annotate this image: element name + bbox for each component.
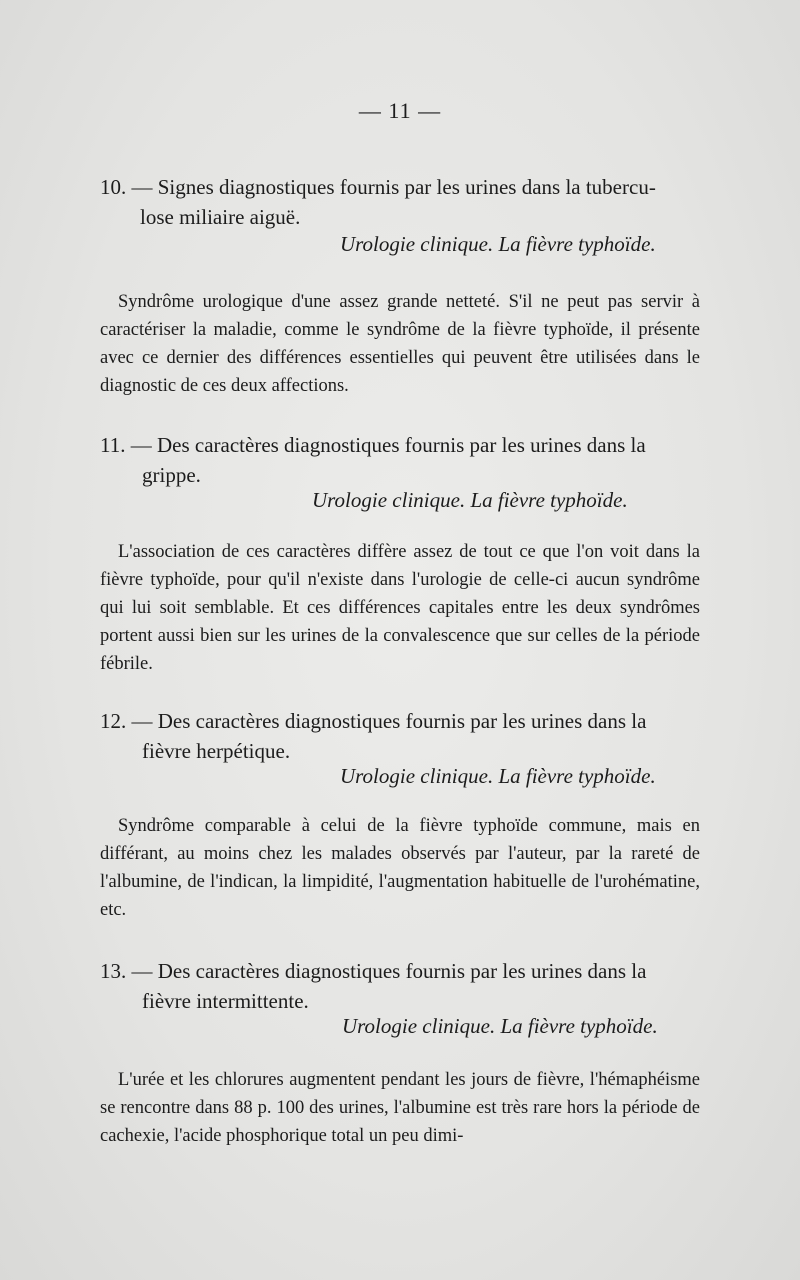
entry-title-line2: fièvre intermittente. <box>142 989 309 1013</box>
entry-12-body <box>100 812 700 924</box>
entry-13-body <box>100 1066 700 1150</box>
page-number: — 11 — <box>358 98 442 123</box>
entry-body-text: L'urée et les chlorures augmentent pendant les jours de fièvre, l'hémaphéisme se rencontre dans 88 p. 100 des urines, l'albumine est très rare hors la période de cachexie, l'acide phosphorique total un peu dimi- <box>100 1070 700 1146</box>
entry-11-heading <box>100 430 700 490</box>
entry-number: 13. <box>100 959 127 983</box>
entry-12-source: Urologie clinique. La fièvre typhoïde. <box>340 764 656 788</box>
entry-title-line1: — Signes diagnostiques fournis par les urines dans la tubercu- <box>131 175 656 199</box>
entry-body-text: Syndrôme urologique d'une assez grande netteté. S'il ne peut pas servir à caractériser la maladie, comme le syndrôme de la fièvre typhoïde, il présente avec ce dernier des différences essentielles qui peuvent être utilisées dans le diagnostic de ces deux affections. <box>100 292 700 396</box>
entry-title-line1: — Des caractères diagnostiques fournis par les urines dans la <box>131 959 647 983</box>
entry-title-line2: fièvre herpétique. <box>142 739 291 763</box>
entry-title-line1: — Des caractères diagnostiques fournis par les urines dans la <box>131 709 647 733</box>
entry-number: 12. <box>100 709 127 733</box>
entry-11-source: Urologie clinique. La fièvre typhoïde. <box>312 488 628 512</box>
entry-title-line2: lose miliaire aiguë. <box>140 205 301 229</box>
entry-body-text: Syndrôme comparable à celui de la fièvre typhoïde commune, mais en différant, au moins chez les malades observés par l'auteur, par la rareté de l'albumine, de l'indican, la limpidité, l'augmentation habituelle de l'urohématine, etc. <box>100 816 700 920</box>
entry-number: 10. <box>100 175 127 199</box>
entry-10-source: Urologie clinique. La fièvre typhoïde. <box>340 232 656 256</box>
entry-number: 11. <box>100 433 126 457</box>
entry-body-text: L'association de ces caractères diffère assez de tout ce que l'on voit dans la fièvre typhoïde, pour qu'il n'existe dans l'urologie de celle-ci aucun syndrôme qui lui soit semblable. Et ces différences capitales entre les deux syndrômes portent aussi bien sur les urines de la convalescence que sur celles de la période fébrile. <box>100 542 700 674</box>
entry-10-body <box>100 288 700 400</box>
entry-13-heading <box>100 956 700 1016</box>
entry-10-heading <box>100 172 700 232</box>
entry-11-body <box>100 538 700 678</box>
entry-title-line2: grippe. <box>142 463 201 487</box>
entry-title-line1: — Des caractères diagnostiques fournis par les urines dans la <box>130 433 646 457</box>
entry-13-source: Urologie clinique. La fièvre typhoïde. <box>342 1014 658 1038</box>
entry-12-heading <box>100 706 700 766</box>
